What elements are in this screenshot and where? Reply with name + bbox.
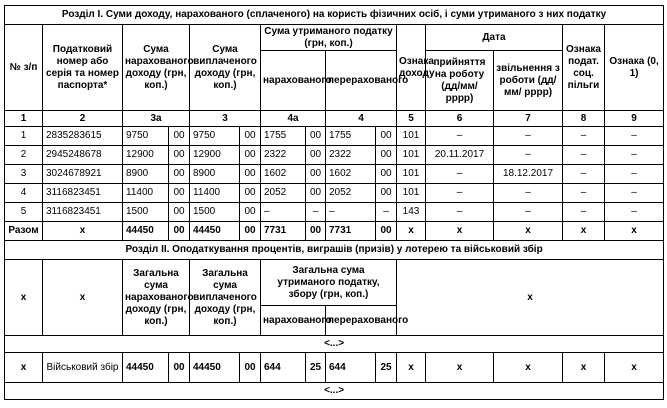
col-number: 4 <box>326 111 397 127</box>
row-paid: 1500 <box>190 203 240 222</box>
s2-header-withheld-transferred: перерахованого <box>326 306 397 336</box>
row-accrued-kop: 00 <box>169 127 190 146</box>
header-id: Податковий номер або серія та номер паспорта* <box>43 25 123 111</box>
row-withheld-transferred-kop: 00 <box>376 146 397 165</box>
row-withheld-transferred-kop: 00 <box>376 127 397 146</box>
levy-date-fire: х <box>494 353 563 383</box>
row-paid-kop: 00 <box>240 165 261 184</box>
s2-header-x2: х <box>43 260 123 336</box>
col-number: 4а <box>261 111 326 127</box>
column-numbers-row <box>5 111 664 127</box>
header-income-code: Ознака доходу <box>397 25 426 111</box>
s2-header-x1: х <box>5 260 43 336</box>
s2-header-withheld-accrued: нарахованого <box>261 306 326 336</box>
row-tax-id: 3024678921 <box>43 165 123 184</box>
row-accrued-kop: 00 <box>169 203 190 222</box>
col-number: 2 <box>43 111 123 127</box>
levy-withheld-transferred-kop: 25 <box>376 353 397 383</box>
row-flag: – <box>605 165 664 184</box>
row-num: 4 <box>5 184 43 203</box>
row-withheld-accrued-kop: 00 <box>306 165 326 184</box>
row-tax-id: 2835283615 <box>43 127 123 146</box>
col-number: 1 <box>5 111 43 127</box>
header-benefit: Ознака подат. соц. пільги <box>563 25 605 111</box>
table-row <box>5 127 664 146</box>
row-accrued: 11400 <box>123 184 169 203</box>
row-benefit: – <box>563 203 605 222</box>
row-tax-id: 3116823451 <box>43 203 123 222</box>
s2-header-x-right: х <box>397 260 664 336</box>
total-row <box>5 222 664 241</box>
row-date-fire: – <box>494 127 563 146</box>
row-num: 3 <box>5 165 43 184</box>
row-tax-id: 3116823451 <box>43 184 123 203</box>
col-number: 9 <box>605 111 664 127</box>
table-row <box>5 184 664 203</box>
row-income-code: 143 <box>397 203 426 222</box>
total-withheld-transferred-kop: 00 <box>376 222 397 241</box>
header-withheld-transferred: перерахованого <box>326 51 397 111</box>
row-accrued: 8900 <box>123 165 169 184</box>
row-withheld-transferred: 2322 <box>326 146 376 165</box>
row-date-fire: – <box>494 203 563 222</box>
row-accrued-kop: 00 <box>169 184 190 203</box>
row-date-hire: – <box>426 165 494 184</box>
row-withheld-transferred-kop: 00 <box>376 184 397 203</box>
row-withheld-accrued-kop: 00 <box>306 146 326 165</box>
row-withheld-accrued: 1602 <box>261 165 306 184</box>
levy-date-hire: х <box>426 353 494 383</box>
ellipsis-row-bottom: <...> <box>5 383 664 400</box>
row-benefit: – <box>563 184 605 203</box>
row-accrued: 9750 <box>123 127 169 146</box>
row-income-code: 101 <box>397 127 426 146</box>
col-number: 6 <box>426 111 494 127</box>
total-withheld-transferred: 7731 <box>326 222 376 241</box>
row-paid: 8900 <box>190 165 240 184</box>
col-number: 8 <box>563 111 605 127</box>
s2-header-accrued: Загальна сума нарахованого доходу (грн, коп.) <box>123 260 190 336</box>
total-withheld-accrued: 7731 <box>261 222 306 241</box>
row-date-hire: – <box>426 127 494 146</box>
header-withheld: Сума утриманого податку (грн, коп.) <box>261 25 397 51</box>
col-number: 3 <box>190 111 261 127</box>
row-withheld-accrued-kop: 00 <box>306 127 326 146</box>
section1-title: Розділ І. Суми доходу, нарахованого (сплаченого) на користь фізичних осіб, і суми утриманого з них податку <box>5 6 664 25</box>
row-benefit: – <box>563 165 605 184</box>
levy-benefit: х <box>563 353 605 383</box>
header-paid: Сума виплаченого доходу (грн, коп.) <box>190 25 261 111</box>
total-tax-id: х <box>43 222 123 241</box>
row-tax-id: 2945248678 <box>43 146 123 165</box>
levy-withheld-accrued-kop: 25 <box>306 353 326 383</box>
row-num: 1 <box>5 127 43 146</box>
total-flag: х <box>605 222 664 241</box>
s2-header-paid: Загальна сума виплаченого доходу (грн, коп.) <box>190 260 261 336</box>
row-flag: – <box>605 184 664 203</box>
row-num: 2 <box>5 146 43 165</box>
header-date-fire: звільнення з роботи (дд/мм/ рррр) <box>494 51 563 111</box>
levy-label: Військовий збір <box>43 353 123 383</box>
total-date-hire: х <box>426 222 494 241</box>
row-withheld-accrued: – <box>261 203 306 222</box>
row-date-hire: 20.11.2017 <box>426 146 494 165</box>
report-sheet <box>4 5 664 400</box>
row-date-hire: – <box>426 184 494 203</box>
row-income-code: 101 <box>397 146 426 165</box>
row-income-code: 101 <box>397 184 426 203</box>
total-paid-kop: 00 <box>240 222 261 241</box>
row-income-code: 101 <box>397 165 426 184</box>
table-row <box>5 203 664 222</box>
levy-income-code: х <box>397 353 426 383</box>
row-accrued-kop: 00 <box>169 165 190 184</box>
levy-flag: х <box>605 353 664 383</box>
col-number: 7 <box>494 111 563 127</box>
total-income-code: х <box>397 222 426 241</box>
row-date-fire: – <box>494 146 563 165</box>
row-withheld-transferred: – <box>326 203 376 222</box>
header-accrued: Сума нарахованого доходу (грн, коп.) <box>123 25 190 111</box>
row-withheld-transferred: 1755 <box>326 127 376 146</box>
row-flag: – <box>605 203 664 222</box>
total-withheld-accrued-kop: 00 <box>306 222 326 241</box>
section2-title: Розділ ІІ. Оподаткування процентів, виграшів (призів) у лотерею та військовий збір <box>5 241 664 260</box>
col-number: 5 <box>397 111 426 127</box>
row-date-hire: – <box>426 203 494 222</box>
row-accrued: 1500 <box>123 203 169 222</box>
row-num: 5 <box>5 203 43 222</box>
header-flag: Ознака (0, 1) <box>605 25 664 111</box>
row-withheld-accrued: 2052 <box>261 184 306 203</box>
total-paid: 44450 <box>190 222 240 241</box>
tax-report-table <box>4 5 664 400</box>
row-accrued: 12900 <box>123 146 169 165</box>
total-accrued-kop: 00 <box>169 222 190 241</box>
header-date: Дата <box>426 25 563 51</box>
row-benefit: – <box>563 127 605 146</box>
military-levy-row <box>5 353 664 383</box>
row-paid: 9750 <box>190 127 240 146</box>
header-withheld-accrued: нарахованого <box>261 51 326 111</box>
levy-accrued: 44450 <box>123 353 169 383</box>
row-paid-kop: 00 <box>240 146 261 165</box>
row-withheld-transferred: 2052 <box>326 184 376 203</box>
row-flag: – <box>605 127 664 146</box>
ellipsis-row: <...> <box>5 336 664 353</box>
row-paid: 12900 <box>190 146 240 165</box>
row-withheld-transferred: 1602 <box>326 165 376 184</box>
row-benefit: – <box>563 146 605 165</box>
row-paid-kop: 00 <box>240 127 261 146</box>
row-withheld-accrued-kop: 00 <box>306 184 326 203</box>
total-label: Разом <box>5 222 43 241</box>
col-number: 3а <box>123 111 190 127</box>
total-date-fire: х <box>494 222 563 241</box>
header-num: № з/п <box>5 25 43 111</box>
row-withheld-accrued-kop: – <box>306 203 326 222</box>
row-paid-kop: 00 <box>240 184 261 203</box>
table-row <box>5 146 664 165</box>
header-date-hire: прийняття на роботу (дд/мм/ рррр) <box>426 51 494 111</box>
row-date-fire: 18.12.2017 <box>494 165 563 184</box>
levy-x: х <box>5 353 43 383</box>
levy-withheld-accrued: 644 <box>261 353 306 383</box>
row-withheld-accrued: 2322 <box>261 146 306 165</box>
levy-paid: 44450 <box>190 353 240 383</box>
levy-paid-kop: 00 <box>240 353 261 383</box>
row-withheld-transferred-kop: 00 <box>376 165 397 184</box>
levy-accrued-kop: 00 <box>169 353 190 383</box>
total-benefit: х <box>563 222 605 241</box>
total-accrued: 44450 <box>123 222 169 241</box>
levy-withheld-transferred: 644 <box>326 353 376 383</box>
row-date-fire: – <box>494 184 563 203</box>
row-accrued-kop: 00 <box>169 146 190 165</box>
row-paid-kop: 00 <box>240 203 261 222</box>
row-paid: 11400 <box>190 184 240 203</box>
row-withheld-accrued: 1755 <box>261 127 306 146</box>
table-row <box>5 165 664 184</box>
row-withheld-transferred-kop: – <box>376 203 397 222</box>
row-flag: – <box>605 146 664 165</box>
s2-header-withheld: Загальна сума утриманого податку, збору (грн, коп.) <box>261 260 397 306</box>
